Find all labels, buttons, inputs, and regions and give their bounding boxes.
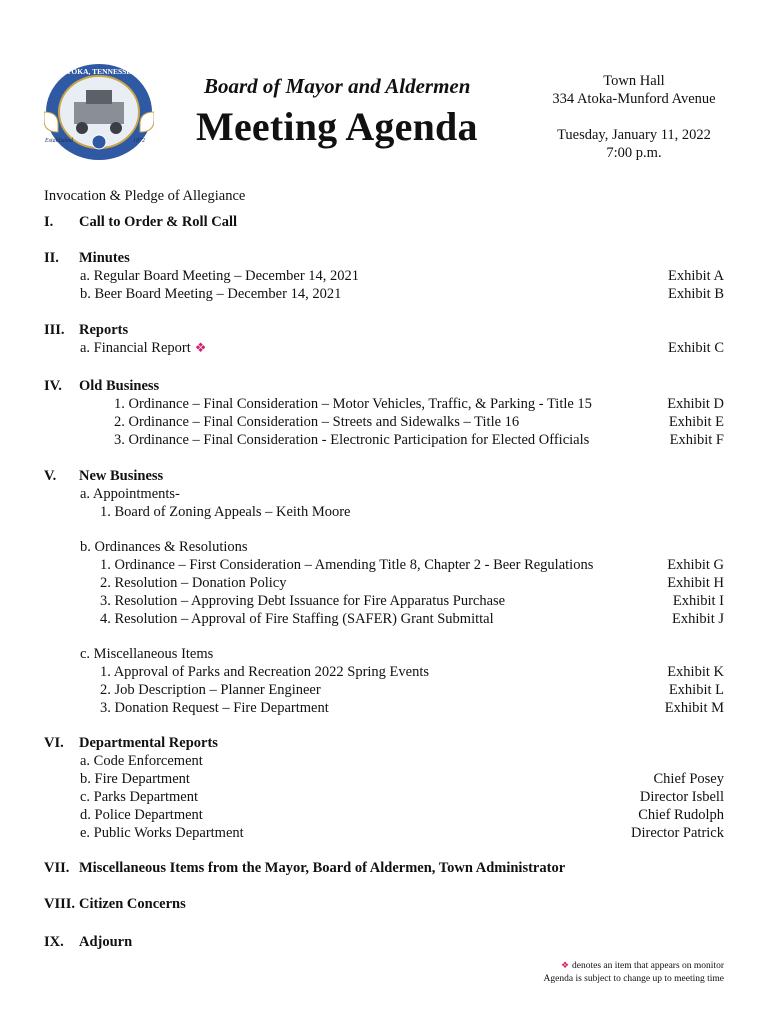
section-title: Departmental Reports xyxy=(79,735,218,751)
list-item: d. Police Department Chief Rudolph xyxy=(80,807,724,823)
list-item: 2. Resolution – Donation Policy Exhibit H xyxy=(100,575,724,591)
section-2 xyxy=(44,249,724,267)
section-5 xyxy=(44,467,724,485)
section-1 xyxy=(44,213,724,231)
section-number: I. xyxy=(44,214,54,230)
report-owner: Chief Rudolph xyxy=(638,807,724,823)
list-item: 1. Board of Zoning Appeals – Keith Moore xyxy=(100,504,351,520)
section-title: Reports xyxy=(79,322,129,338)
exhibit-label: Exhibit A xyxy=(668,268,724,284)
exhibit-label: Exhibit L xyxy=(668,682,724,698)
list-item: c. Parks Department Director Isbell xyxy=(80,789,724,805)
section-title: Old Business xyxy=(79,378,160,394)
exhibit-label: Exhibit I xyxy=(672,593,724,609)
exhibit-label: Exhibit K xyxy=(667,664,724,680)
section-9 xyxy=(44,933,724,951)
section-6 xyxy=(44,734,724,752)
list-item: e. Public Works Department Director Patrick xyxy=(80,825,724,841)
seal-text-left: Established xyxy=(45,138,73,144)
meeting-date: Tuesday, January 11, 2022 xyxy=(557,127,711,143)
section-7 xyxy=(44,859,724,877)
invocation: Invocation & Pledge of Allegiance xyxy=(44,188,246,204)
meeting-details xyxy=(534,72,734,162)
diamond-icon: ❖ xyxy=(560,960,570,970)
subsection-label: c. Miscellaneous Items xyxy=(80,646,214,662)
section-4 xyxy=(44,377,724,395)
list-item: 2. Job Description – Planner Engineer Exhibit L xyxy=(100,682,724,698)
seal-text-right: 1872 xyxy=(133,138,145,144)
footnote-monitor: denotes an item that appears on monitor xyxy=(572,961,724,971)
list-item: 3. Resolution – Approving Debt Issuance for Fire Apparatus Purchase Exhibit I xyxy=(100,593,724,609)
section-title: Minutes xyxy=(79,250,130,266)
page-title: Meeting Agenda xyxy=(196,104,478,149)
subsection-label: b. Ordinances & Resolutions xyxy=(80,539,248,555)
venue: Town Hall xyxy=(603,73,665,89)
section-title: Citizen Concerns xyxy=(79,896,186,912)
section-number: VI. xyxy=(44,735,64,751)
subsection-label: a. Appointments- xyxy=(80,486,180,502)
exhibit-label: Exhibit F xyxy=(669,432,724,448)
section-number: III. xyxy=(44,322,65,338)
list-item: b. Beer Board Meeting – December 14, 2021 Exhibit B xyxy=(80,286,724,302)
report-owner: Chief Posey xyxy=(653,771,724,787)
section-number: IX. xyxy=(44,934,64,950)
report-owner: Director Isbell xyxy=(639,789,724,805)
exhibit-label: Exhibit J xyxy=(672,611,724,627)
list-item: 4. Resolution – Approval of Fire Staffing (SAFER) Grant Submittal Exhibit J xyxy=(100,611,724,627)
section-8 xyxy=(44,895,724,913)
list-item: 3. Donation Request – Fire Department Exhibit M xyxy=(100,700,724,716)
list-item: a. Financial Report ❖ Exhibit C xyxy=(80,340,724,356)
section-title: Adjourn xyxy=(79,934,133,950)
exhibit-label: Exhibit G xyxy=(667,557,724,573)
address: 334 Atoka-Munford Avenue xyxy=(552,91,716,107)
exhibit-label: Exhibit D xyxy=(667,396,724,412)
header-titles xyxy=(196,74,516,150)
section-number: VII. xyxy=(44,860,70,876)
section-number: VIII. xyxy=(44,896,76,912)
section-title: Miscellaneous Items from the Mayor, Board of Aldermen, Town Administrator xyxy=(79,860,566,876)
section-3 xyxy=(44,321,724,339)
diamond-icon: ❖ xyxy=(194,340,207,355)
list-item: 1. Approval of Parks and Recreation 2022 Spring Events Exhibit K xyxy=(100,664,724,680)
list-item: 1. Ordinance – Final Consideration – Motor Vehicles, Traffic, & Parking - Title 15 Exhibit D xyxy=(114,396,724,412)
list-item: a. Regular Board Meeting – December 14, 2021 Exhibit A xyxy=(80,268,724,284)
meeting-time: 7:00 p.m. xyxy=(606,145,662,161)
town-seal-icon xyxy=(44,62,154,162)
list-item: b. Fire Department Chief Posey xyxy=(80,771,724,787)
section-number: IV. xyxy=(44,378,62,394)
list-item: 3. Ordinance – Final Consideration - Electronic Participation for Elected Officials Exhibit F xyxy=(114,432,724,448)
report-owner: Director Patrick xyxy=(630,825,724,841)
section-number: V. xyxy=(44,468,57,484)
board-title: Board of Mayor and Aldermen xyxy=(204,74,471,98)
seal-text-top: ATOKA, TENNESSEE xyxy=(61,67,137,76)
section-number: II. xyxy=(44,250,59,266)
exhibit-label: Exhibit M xyxy=(664,700,724,716)
list-item: 1. Ordinance – First Consideration – Amending Title 8, Chapter 2 - Beer Regulations Exhibit G xyxy=(100,557,724,573)
exhibit-label: Exhibit E xyxy=(668,414,724,430)
footnote xyxy=(544,959,724,986)
section-title: New Business xyxy=(79,468,164,484)
exhibit-label: Exhibit B xyxy=(668,286,724,302)
section-title: Call to Order & Roll Call xyxy=(79,214,238,230)
footnote-change: Agenda is subject to change up to meeting time xyxy=(543,974,724,984)
exhibit-label: Exhibit C xyxy=(668,340,724,356)
exhibit-label: Exhibit H xyxy=(667,575,724,591)
list-item: 2. Ordinance – Final Consideration – Streets and Sidewalks – Title 16 Exhibit E xyxy=(114,414,724,430)
list-item: a. Code Enforcement xyxy=(80,753,203,769)
